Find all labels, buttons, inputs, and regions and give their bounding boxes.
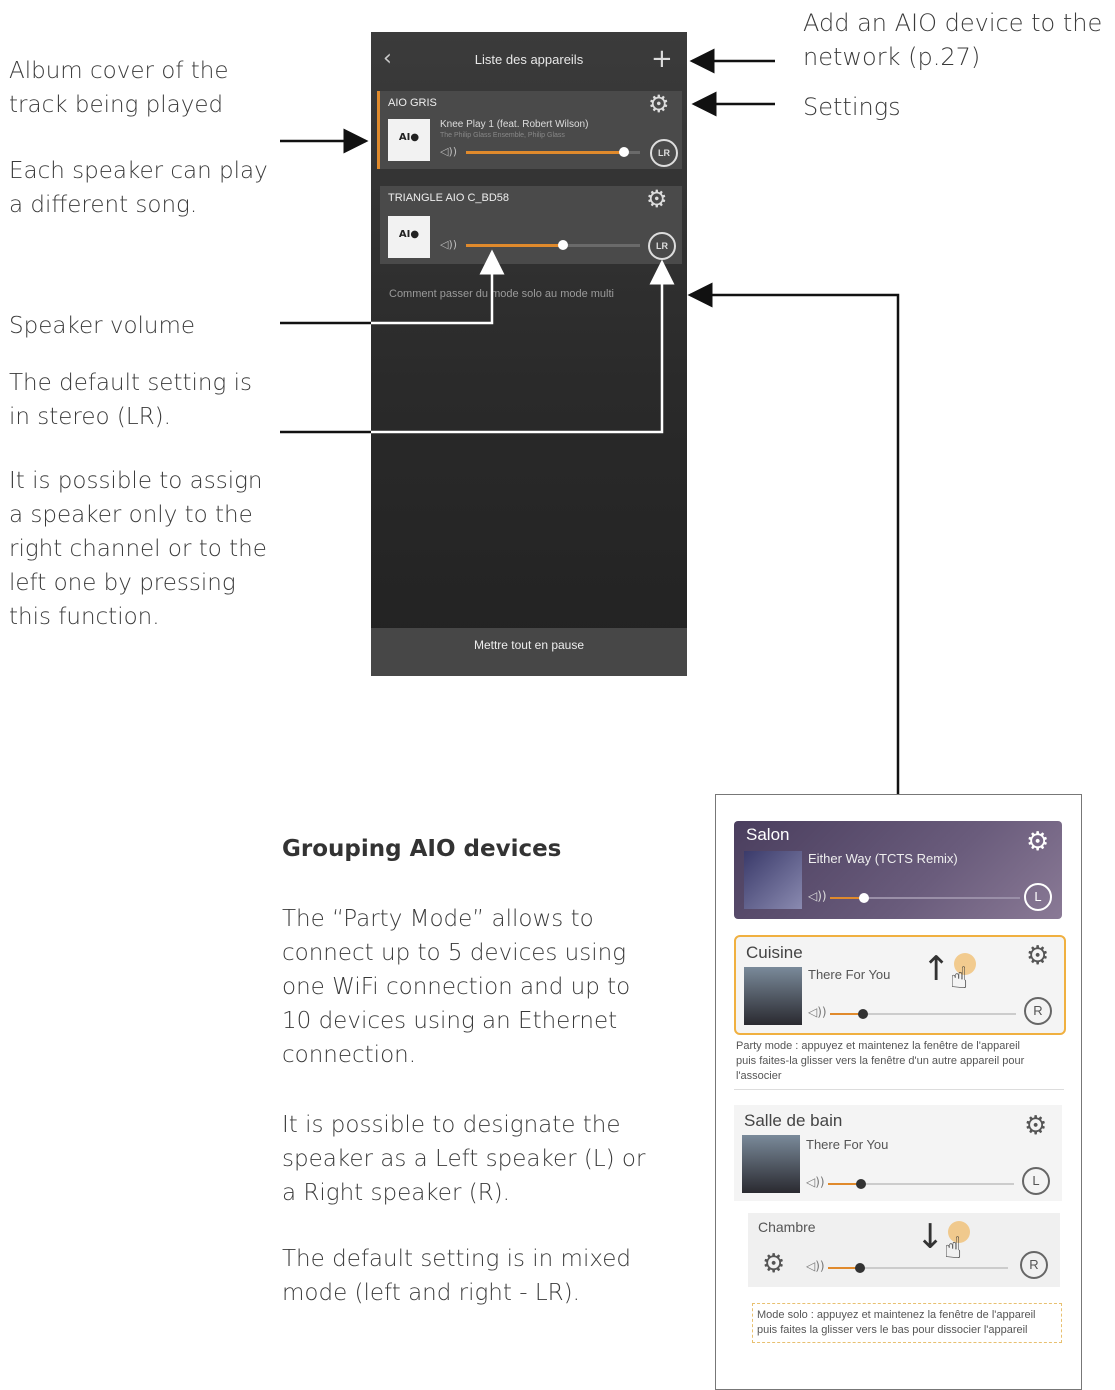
speaker-volume-note: Speaker volume — [9, 313, 196, 339]
left-right-paragraph: It is possible to designate the speaker as a Left speaker (L) or a Right speaker (R). — [282, 1112, 646, 1206]
volume-slider[interactable] — [830, 897, 1020, 899]
track-title: Either Way (TCTS Remix) — [808, 851, 958, 866]
grouping-heading: Grouping AIO devices — [282, 836, 562, 862]
gear-icon[interactable]: ⚙ — [762, 1249, 786, 1279]
album-cover-note: Album cover of the track being played — [9, 58, 229, 118]
room-name: Salon — [746, 825, 790, 844]
channel-button[interactable]: R — [1024, 997, 1052, 1025]
room-card-chambre[interactable] — [748, 1213, 1060, 1287]
device-name: TRIANGLE AIO C_BD58 — [388, 192, 510, 204]
gear-icon[interactable]: ⚙ — [1026, 941, 1050, 971]
pause-all-button[interactable]: Mettre tout en pause — [371, 628, 687, 676]
party-mode-caption: Party mode : appuyez et maintenez la fenêtre de l'appareil puis faites-la glisser vers la fenêtre d'un autre appareil pour l'associer — [736, 1040, 1025, 1082]
volume-slider[interactable] — [828, 1183, 1014, 1185]
room-name: Salle de bain — [744, 1111, 843, 1130]
default-stereo-note: The default setting is in stereo (LR). — [9, 370, 252, 430]
volume-icon: ◁)) — [440, 145, 458, 158]
add-device-note: Add an AIO device to the network (p.27) — [803, 9, 1103, 71]
channel-button[interactable]: L — [1024, 883, 1052, 911]
volume-slider[interactable] — [828, 1267, 1008, 1269]
track-title: There For You — [806, 1137, 889, 1152]
mixed-mode-paragraph: The default setting is in mixed mode (left and right - LR). — [282, 1246, 631, 1306]
different-song-note: Each speaker can play a different song. — [9, 158, 268, 218]
volume-icon: ◁)) — [440, 238, 458, 251]
add-device-icon[interactable]: + — [651, 44, 673, 74]
gear-icon[interactable]: ⚙ — [1026, 827, 1050, 857]
album-cover: AI● — [388, 216, 430, 258]
volume-arrow — [371, 252, 492, 323]
hand-pointer-icon: ☝ — [944, 1231, 963, 1266]
volume-icon: ◁)) — [806, 1175, 825, 1189]
arrow-up-icon: ↑ — [922, 949, 951, 989]
assign-channel-note: It is possible to assign a speaker only to the right channel or to the left one by pressing this function. — [9, 468, 267, 630]
grouping-screenshot — [715, 794, 1082, 1390]
volume-icon: ◁)) — [808, 1005, 827, 1019]
back-icon[interactable]: ‹ — [383, 46, 392, 71]
gear-icon[interactable]: ⚙ — [648, 90, 670, 118]
hand-pointer-icon: ☝ — [950, 961, 969, 996]
volume-icon: ◁)) — [808, 889, 827, 903]
channel-button[interactable]: L — [1022, 1167, 1050, 1195]
divider — [734, 1089, 1064, 1090]
channel-button[interactable]: LR — [648, 232, 676, 260]
phone-title: Liste des appareils — [474, 52, 584, 67]
gear-icon[interactable]: ⚙ — [646, 185, 668, 213]
volume-icon: ◁)) — [806, 1259, 825, 1273]
room-card-salon[interactable] — [734, 821, 1062, 919]
track-title: There For You — [808, 967, 891, 982]
solo-mode-caption: Mode solo : appuyez et maintenez la fenêtre de l'appareil puis faites la glisser vers le bas pour dissocier l'appareil — [752, 1303, 1062, 1343]
room-name: Cuisine — [746, 943, 803, 962]
album-cover — [742, 1135, 800, 1193]
room-card-cuisine[interactable] — [734, 935, 1066, 1035]
track-title: Knee Play 1 (feat. Robert Wilson) — [440, 119, 589, 130]
volume-slider[interactable] — [830, 1013, 1016, 1015]
channel-button[interactable]: LR — [650, 139, 678, 167]
lr-arrow — [371, 262, 662, 432]
album-cover — [744, 967, 802, 1025]
album-cover: AI● — [388, 119, 430, 161]
room-card-salle-de-bain[interactable] — [734, 1105, 1062, 1201]
track-artist: The Philip Glass Ensemble, Philip Glass — [440, 132, 565, 139]
room-name: Chambre — [758, 1219, 816, 1235]
album-cover — [744, 851, 802, 909]
settings-note: Settings — [803, 93, 901, 121]
arrow-down-icon: ↓ — [916, 1217, 945, 1257]
mode-hint-link[interactable]: Comment passer du mode solo au mode multi — [389, 288, 614, 300]
party-mode-paragraph: The “Party Mode” allows to connect up to 5 devices using one WiFi connection and up to 10 devices using an Ethernet connection. — [282, 906, 631, 1068]
grouping-arrow — [690, 295, 898, 794]
channel-button[interactable]: R — [1020, 1251, 1048, 1279]
gear-icon[interactable]: ⚙ — [1024, 1111, 1048, 1141]
device-name: AIO GRIS — [388, 97, 437, 109]
